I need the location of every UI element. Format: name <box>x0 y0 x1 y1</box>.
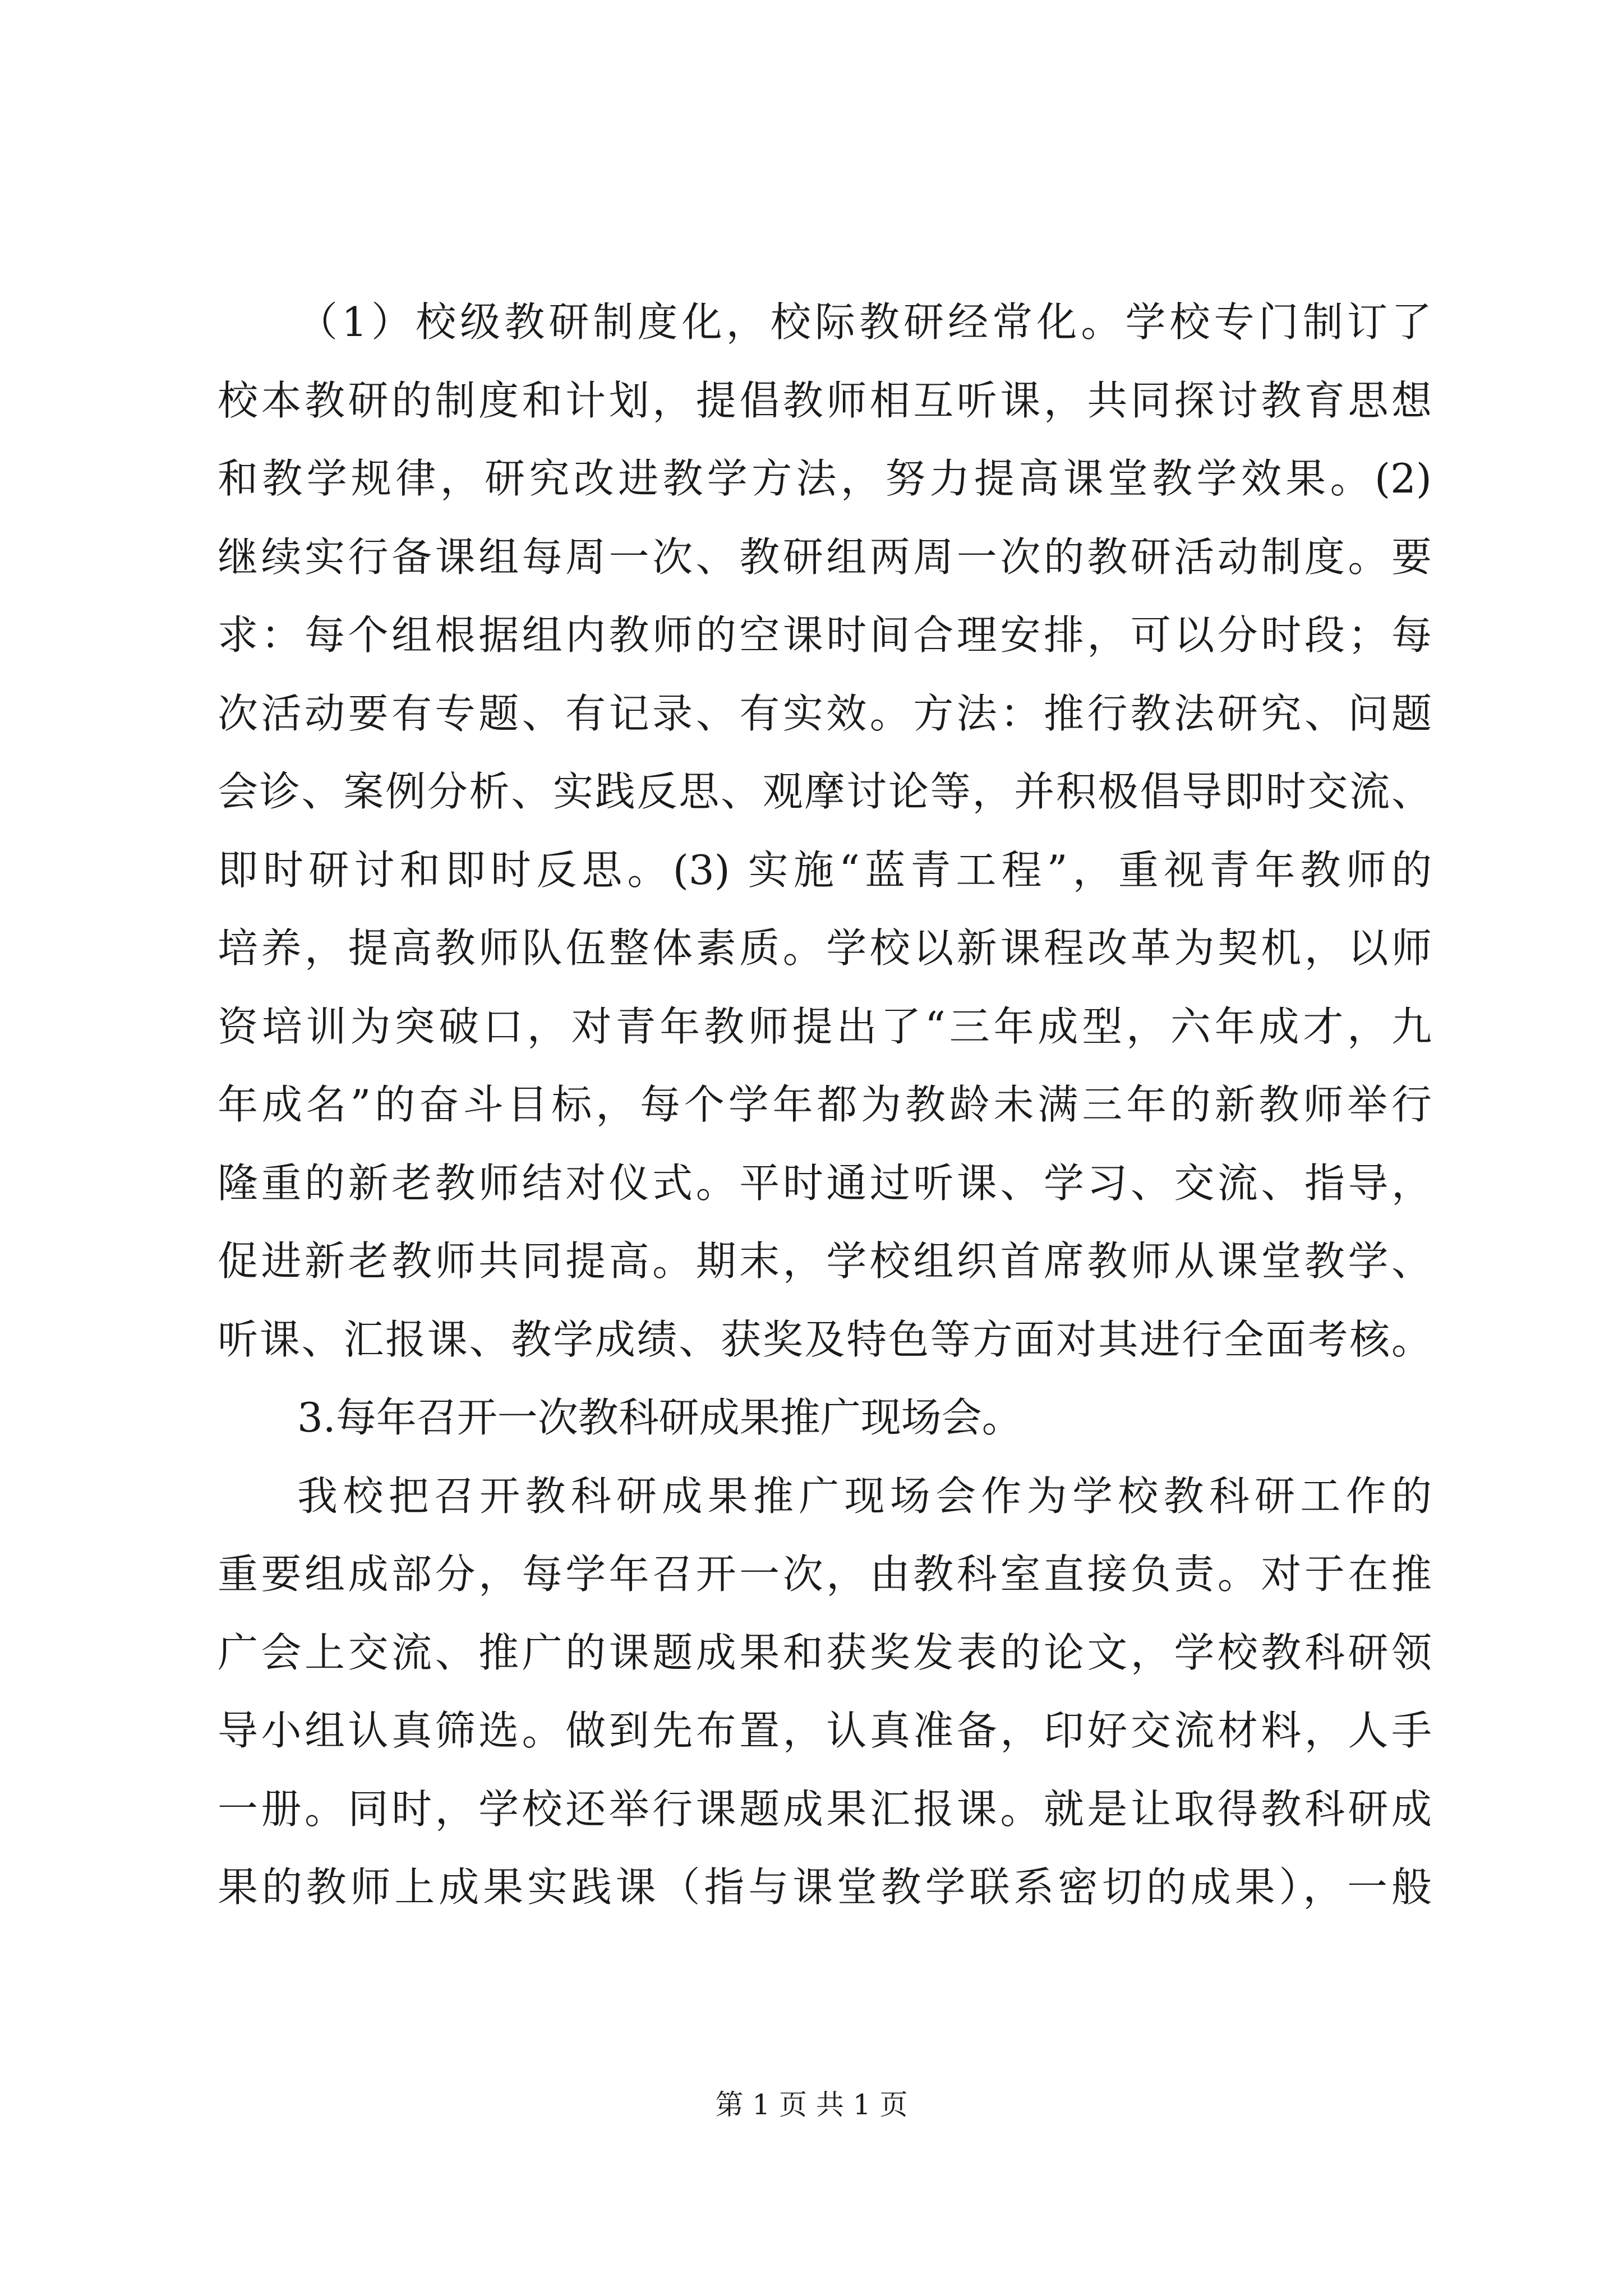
text-line: 即时研讨和即时反思。(3) 实施“蓝青工程”，重视青年教师的 <box>218 846 1432 894</box>
text-line: 导小组认真筛选。做到先布置，认真准备，印好交流材料，人手 <box>218 1707 1432 1754</box>
text-line: 3.每年召开一次教科研成果推广现场会。 <box>297 1394 1022 1441</box>
text-line: 次活动要有专题、有记录、有实效。方法：推行教法研究、问题 <box>218 689 1432 737</box>
text-line: 求：每个组根据组内教师的空课时间合理安排，可以分时段；每 <box>218 611 1432 659</box>
text-line: 广会上交流、推广的课题成果和获奖发表的论文，学校教科研领 <box>218 1628 1432 1676</box>
text-line: （1）校级教研制度化，校际教研经常化。学校专门制订了 <box>297 298 1432 346</box>
text-line: 重要组成部分，每学年召开一次，由教科室直接负责。对于在推 <box>218 1550 1432 1598</box>
document-body <box>218 283 1432 1927</box>
text-line: 会诊、案例分析、实践反思、观摩讨论等，并积极倡导即时交流、 <box>218 768 1432 815</box>
text-line: 我校把召开教科研成果推广现场会作为学校教科研工作的 <box>297 1472 1432 1520</box>
text-line: 和教学规律，研究改进教学方法，努力提高课堂教学效果。(2) <box>218 455 1432 502</box>
text-line: 促进新老教师共同提高。期末，学校组织首席教师从课堂教学、 <box>218 1237 1432 1285</box>
text-line: 培养，提高教师队伍整体素质。学校以新课程改革为契机，以师 <box>218 924 1432 972</box>
text-line: 隆重的新老教师结对仪式。平时通过听课、学习、交流、指导， <box>218 1159 1432 1207</box>
text-line: 果的教师上成果实践课（指与课堂教学联系密切的成果），一般 <box>218 1864 1432 1911</box>
text-line: 校本教研的制度和计划，提倡教师相互听课，共同探讨教育思想 <box>218 376 1432 424</box>
text-line: 年成名”的奋斗目标，每个学年都为教龄未满三年的新教师举行 <box>218 1081 1432 1128</box>
page-footer: 第 1 页 共 1 页 <box>715 2088 908 2121</box>
text-line: 一册。同时，学校还举行课题成果汇报课。就是让取得教科研成 <box>218 1785 1432 1833</box>
text-line: 资培训为突破口，对青年教师提出了“三年成型，六年成才，九 <box>218 1002 1432 1050</box>
text-line: 听课、汇报课、教学成绩、获奖及特色等方面对其进行全面考核。 <box>218 1315 1432 1363</box>
text-line: 继续实行备课组每周一次、教研组两周一次的教研活动制度。要 <box>218 533 1432 581</box>
